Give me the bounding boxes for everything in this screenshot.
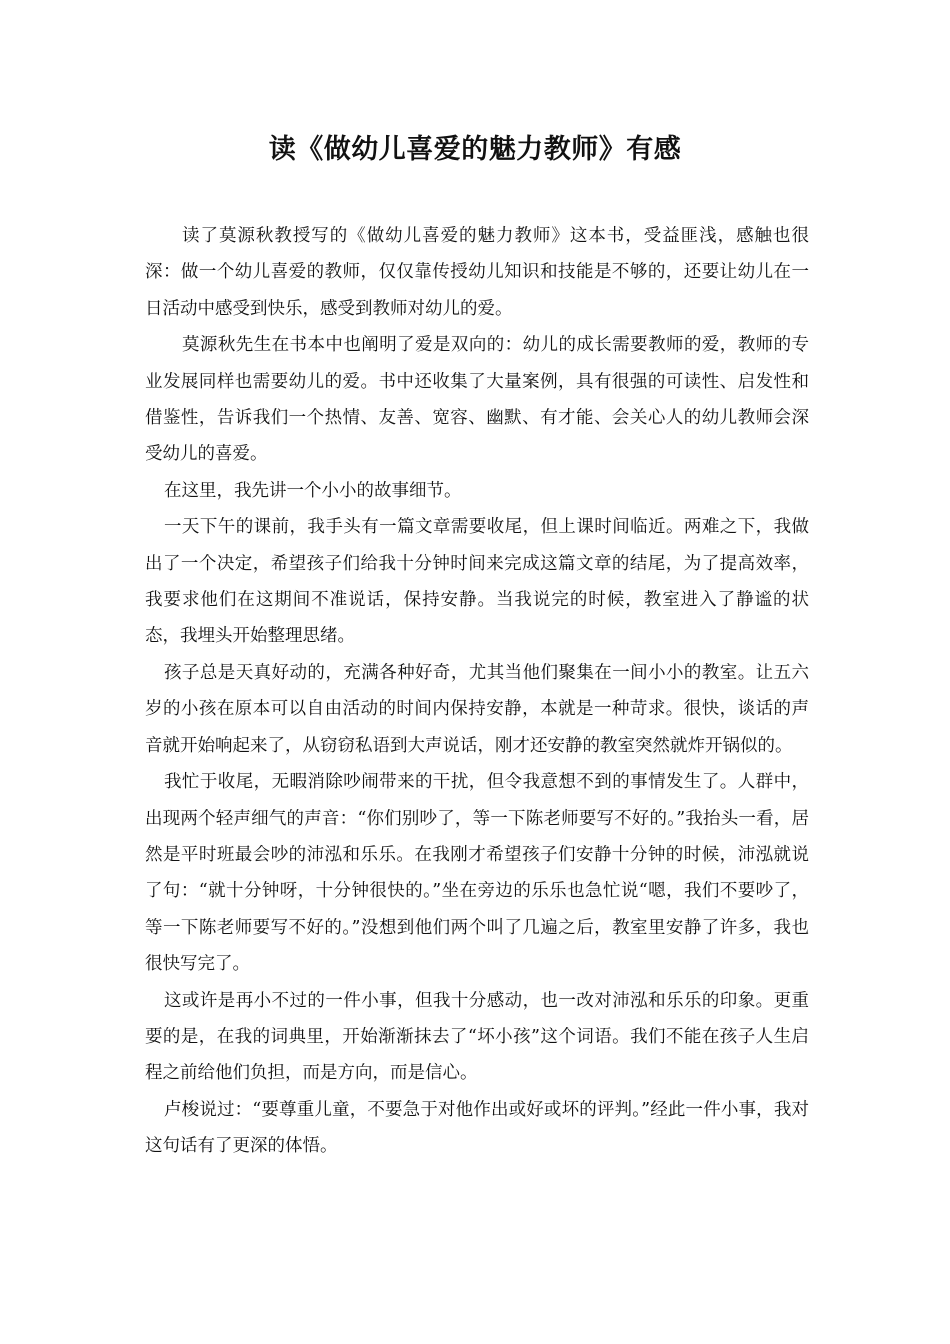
paragraph-5: 孩子总是天真好动的，充满各种好奇，尤其当他们聚集在一间小小的教室。让五六岁的小孩在原本可以自由活动的时间内保持安静，本就是一种苛求。很快，谈话的声音就开始响起来了，从窃窃私语到大声说话，刚才还安静的教室突然就炸开锅似的。 <box>145 662 809 756</box>
paragraph-7: 这或许是再小不过的一件小事，但我十分感动，也一改对沛泓和乐乐的印象。更重要的是，在我的词典里，开始渐渐抹去了“坏小孩”这个词语。我们不能在孩子人生启程之前给他们负担，而是方向，而是信心。 <box>145 990 809 1084</box>
paragraph-8: 卢梭说过：“要尊重儿童，不要急于对他作出或好或坏的评判。”经此一件小事，我对这句话有了更深的体悟。 <box>145 1099 809 1157</box>
paragraph-3: 在这里，我先讲一个小小的故事细节。 <box>164 480 462 501</box>
document-title: 读《做幼儿喜爱的魅力教师》有感 <box>268 134 682 165</box>
paragraph-1: 读了莫源秋教授写的《做幼儿喜爱的魅力教师》这本书，受益匪浅，感触也很深：做一个幼儿喜爱的教师，仅仅靠传授幼儿知识和技能是不够的，还要让幼儿在一日活动中感受到快乐，感受到教师对幼儿的爱。 <box>145 226 809 319</box>
paragraph-4: 一天下午的课前，我手头有一篇文章需要收尾，但上课时间临近。两难之下，我做出了一个决定，希望孩子们给我十分钟时间来完成这篇文章的结尾，为了提高效率，我要求他们在这期间不准说话，保持安静。当我说完的时候，教室进入了静谧的状态，我埋头开始整理思绪。 <box>145 517 809 647</box>
paragraph-6: 我忙于收尾，无暇消除吵闹带来的干扰，但令我意想不到的事情发生了。人群中，出现两个轻声细气的声音：“你们别吵了，等一下陈老师要写不好的。”我抬头一看，居然是平时班最会吵的沛泓和乐乐。在我刚才希望孩子们安静十分钟的时候，沛泓就说了句：“就十分钟呀，十分钟很快的。”坐在旁边的乐乐也急忙说“嗯，我们不要吵了，等一下陈老师要写不好的。”没想到他们两个叫了几遍之后，教室里安静了许多，我也很快写完了。 <box>145 772 809 975</box>
document-body <box>145 218 809 1165</box>
paragraph-2: 莫源秋先生在书本中也阐明了爱是双向的：幼儿的成长需要教师的爱，教师的专业发展同样也需要幼儿的爱。书中还收集了大量案例，具有很强的可读性、启发性和借鉴性，告诉我们一个热情、友善、宽容、幽默、有才能、会关心人的幼儿教师会深受幼儿的喜爱。 <box>145 335 809 465</box>
